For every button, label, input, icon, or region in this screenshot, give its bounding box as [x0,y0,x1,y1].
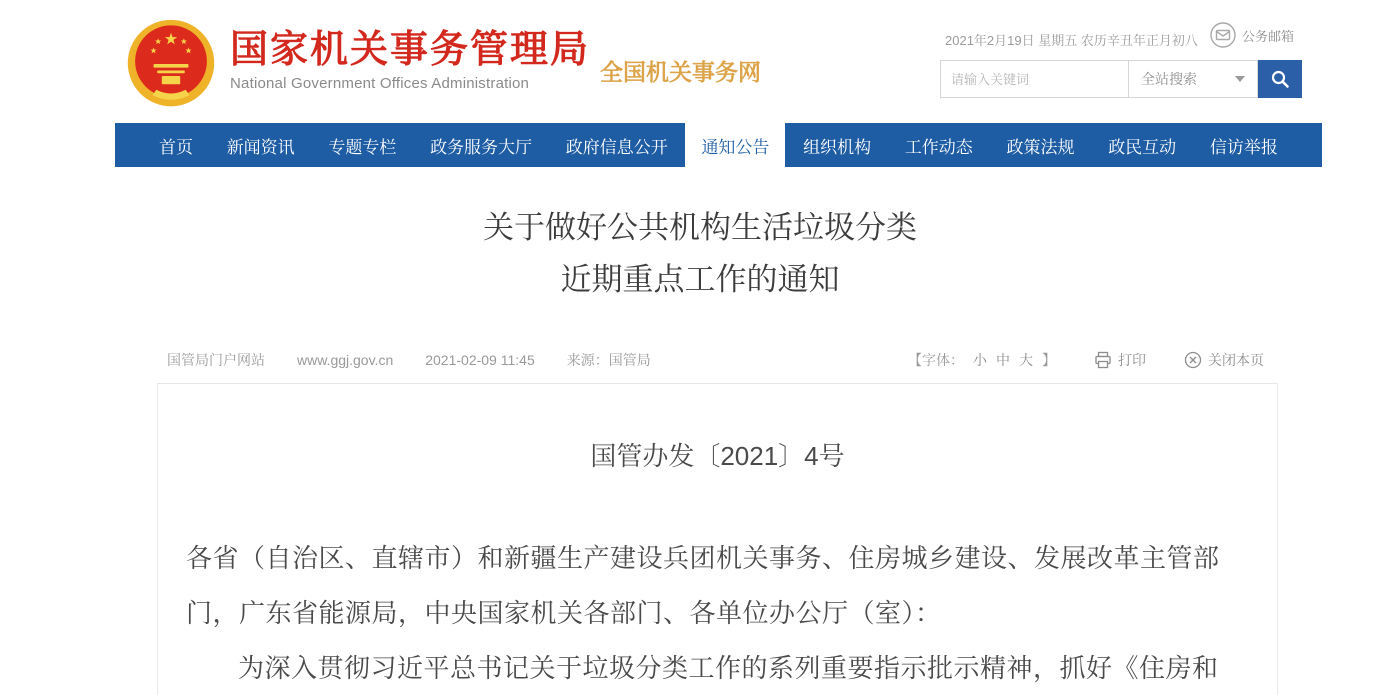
site-title-en: National Government Offices Administration [230,75,530,92]
font-size-suffix: 】 [1042,352,1056,368]
nav-item-organization[interactable]: 组织机构 [803,137,872,157]
meta-source-site: 国管局门户网站 [167,352,265,368]
article-meta-left [157,350,651,370]
meta-datetime: 2021-02-09 11:45 [425,352,535,368]
font-size-control [908,350,1056,370]
national-emblem-logo [125,18,217,110]
nav-item-interaction[interactable]: 政民互动 [1108,137,1177,157]
search-icon [1270,69,1290,89]
article-meta-bar [157,350,1278,370]
close-icon [1184,351,1202,369]
nav-item-special-topics[interactable]: 专题专栏 [328,137,397,157]
font-size-prefix: 【字体： [908,352,964,368]
article-title-line2: 近期重点工作的通知 [560,262,840,297]
search-button[interactable] [1258,60,1302,98]
nav-item-notices[interactable]: 通知公告 [685,123,785,167]
article-paragraph: 为深入贯彻习近平总书记关于垃圾分类工作的系列重要指示批示精神，抓好《住房和 [238,653,1219,683]
chevron-down-icon [1235,76,1245,82]
article-paragraph: 各省（自治区、直辖市）和新疆生产建设兵团机关事务、住房城乡建设、发展改革主管部门，广东省能源局，中央国家机关各部门、各单位办公厅（室）： [186,543,1220,628]
nav-item-work-updates[interactable]: 工作动态 [904,137,973,157]
nav-item-service-hall[interactable]: 政务服务大厅 [430,137,533,157]
nav-item-policies[interactable]: 政策法规 [1006,137,1075,157]
meta-site-url: www.ggj.gov.cn [297,352,394,368]
nav-item-news[interactable]: 新闻资讯 [226,137,295,157]
font-size-medium[interactable]: 中 [996,352,1010,368]
nav-item-info-disclosure[interactable]: 政府信息公开 [565,137,668,157]
nav-item-petition[interactable]: 信访举报 [1209,137,1278,157]
envelope-icon [1210,22,1236,48]
close-label: 关闭本页 [1208,352,1264,368]
printer-icon [1094,351,1112,369]
article-title-line1: 关于做好公共机构生活垃圾分类 [483,210,917,245]
search-input[interactable] [940,60,1128,98]
nav-item-home[interactable]: 首页 [159,137,193,157]
font-size-large[interactable]: 大 [1019,352,1033,368]
date-line: 2021年2月19日 星期五 农历辛丑年正月初八 [945,33,1198,48]
print-button[interactable] [1094,350,1146,370]
portal-name: 全国机关事务网 [600,59,761,85]
meta-source-label: 来源：国管局 [566,352,651,368]
close-page-button[interactable] [1184,350,1264,370]
font-size-small[interactable]: 小 [973,352,987,368]
main-nav [115,123,1322,167]
search-scope-label: 全站搜索 [1141,71,1197,87]
site-title-cn: 国家机关事务管理局 [230,29,591,71]
site-brand [230,28,590,92]
document-number: 国管办发〔2021〕4号 [590,441,845,471]
site-header [0,0,1400,118]
search-scope-select[interactable] [1128,60,1258,98]
article-title [0,202,1400,306]
official-mailbox-link[interactable] [1210,22,1294,48]
article-content-box [157,383,1278,695]
article-meta-right [908,350,1278,370]
mailbox-label: 公务邮箱 [1242,28,1295,44]
national-emblem-icon [125,18,217,110]
search-bar [940,60,1302,98]
print-label: 打印 [1118,352,1146,368]
